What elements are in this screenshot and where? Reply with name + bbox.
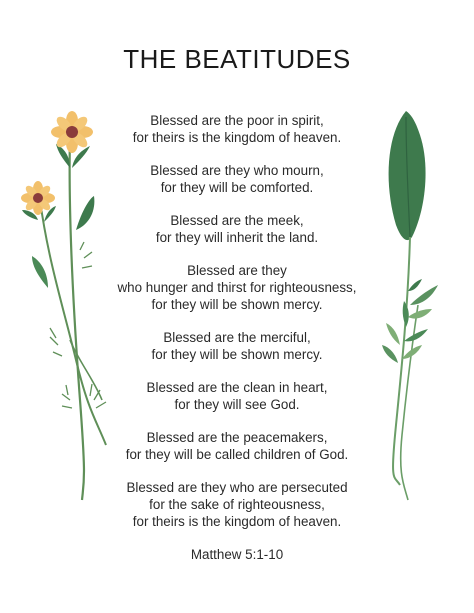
verse-line: for they will be comforted.: [160, 180, 314, 195]
verse-line: for the sake of righteousness,: [149, 497, 325, 512]
verse-line: Blessed are the peacemakers,: [146, 430, 328, 445]
verse-line: for they will inherit the land.: [155, 230, 319, 245]
verse-stanza-2: [110, 162, 364, 196]
verse-stanza-8: [110, 479, 364, 530]
verse-line: for theirs is the kingdom of heaven.: [132, 514, 342, 529]
yellow-flowers-illustration: [10, 100, 120, 510]
verse-line: Blessed are they who mourn,: [150, 163, 324, 178]
green-leaves-illustration: [372, 105, 452, 505]
verse-line: who hunger and thirst for righteousness,: [117, 280, 357, 295]
scripture-reference: Matthew 5:1-10: [190, 547, 284, 562]
verse-stanza-1: [110, 112, 364, 146]
verse-line: for they will be called children of God.: [125, 447, 349, 462]
verse-stanza-6: [110, 379, 364, 413]
verse-line: for they will be shown mercy.: [151, 347, 323, 362]
verse-line: Blessed are the clean in heart,: [146, 380, 328, 395]
verse-line: for they will see God.: [174, 397, 300, 412]
verse-stanza-4: [110, 262, 364, 313]
verse-stanza-7: [110, 429, 364, 463]
verse-line: Blessed are the merciful,: [163, 330, 311, 345]
verse-stanza-5: [110, 329, 364, 363]
verse-list: [110, 112, 364, 546]
verse-line: Blessed are the poor in spirit,: [150, 113, 324, 128]
verse-line: Blessed are they: [187, 263, 287, 278]
verse-line: for theirs is the kingdom of heaven.: [132, 130, 342, 145]
page-title: THE BEATITUDES: [123, 44, 351, 74]
verse-line: Blessed are the meek,: [170, 213, 304, 228]
verse-stanza-3: [110, 212, 364, 246]
verse-line: Blessed are they who are persecuted: [126, 480, 348, 495]
verse-line: for they will be shown mercy.: [151, 297, 323, 312]
